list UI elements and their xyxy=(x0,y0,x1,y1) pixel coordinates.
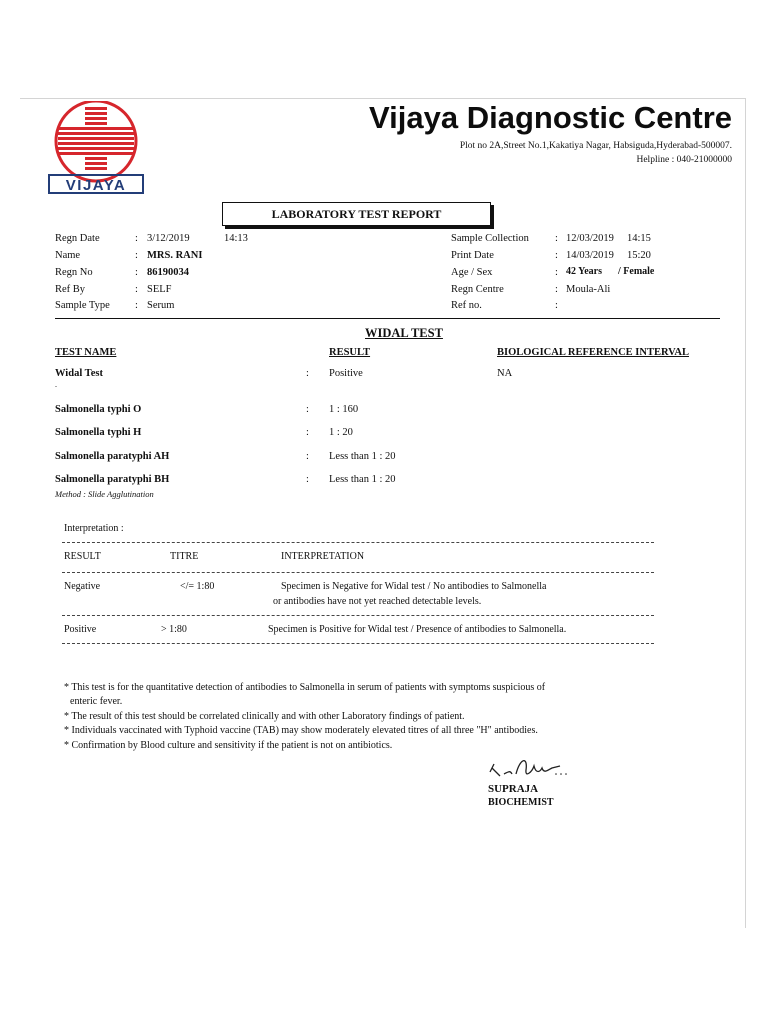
separator-colon: : xyxy=(135,250,138,261)
test-result: Less than 1 : 20 xyxy=(329,474,396,485)
ref-no-label: Ref no. xyxy=(451,300,482,311)
ref-by-value: SELF xyxy=(147,284,172,295)
test-result: 1 : 160 xyxy=(329,404,359,415)
separator-colon: : xyxy=(306,474,309,485)
separator-colon: : xyxy=(135,233,138,244)
print-date-label: Print Date xyxy=(451,250,494,261)
signatory-name: SUPRAJA xyxy=(488,783,539,795)
interp-head-result: RESULT xyxy=(64,551,101,562)
sample-collection-time: 14:15 xyxy=(627,233,651,244)
interpretation-label: Interpretation : xyxy=(64,523,124,534)
dashed-divider xyxy=(62,643,654,644)
lab-address: Plot no 2A,Street No.1,Kakatiya Nagar, Habsiguda,Hyderabad-500007. xyxy=(459,141,732,151)
stray-dot: . xyxy=(55,380,57,389)
print-time-value: 15:20 xyxy=(627,250,651,261)
signatory-role: BIOCHEMIST xyxy=(488,797,554,808)
test-name: Widal Test xyxy=(55,368,103,379)
sample-collection-date: 12/03/2019 xyxy=(566,233,614,244)
signature-image xyxy=(486,750,572,782)
dashed-divider xyxy=(62,615,654,616)
test-name: Salmonella typhi O xyxy=(55,404,142,415)
separator-colon: : xyxy=(555,250,558,261)
dashed-divider xyxy=(62,572,654,573)
separator-colon: : xyxy=(135,267,138,278)
print-date-value: 14/03/2019 xyxy=(566,250,614,261)
column-test-name: TEST NAME xyxy=(55,347,117,358)
test-name: Salmonella paratyphi BH xyxy=(55,474,170,485)
patient-name-value: MRS. RANI xyxy=(147,250,203,261)
lab-helpline: Helpline : 040-21000000 xyxy=(636,155,732,165)
section-title: WIDAL TEST xyxy=(365,326,443,340)
separator-colon: : xyxy=(555,233,558,244)
test-name: Salmonella paratyphi AH xyxy=(55,451,170,462)
regn-centre-value: Moula-Ali xyxy=(566,284,611,295)
logo-text: VIJAYA xyxy=(48,174,144,194)
separator-colon: : xyxy=(135,284,138,295)
separator-colon: : xyxy=(306,368,309,379)
sex-value: / Female xyxy=(618,266,655,277)
column-reference-interval: BIOLOGICAL REFERENCE INTERVAL xyxy=(497,347,689,358)
positive-result: Positive xyxy=(64,624,97,635)
positive-interpretation: Specimen is Positive for Widal test / Presence of antibodies to Salmonella. xyxy=(268,624,567,635)
separator-colon: : xyxy=(555,267,558,278)
sample-type-value: Serum xyxy=(147,300,175,311)
regn-time-value: 14:13 xyxy=(224,233,248,244)
test-result: Positive xyxy=(329,368,363,379)
negative-result: Negative xyxy=(64,581,101,592)
sample-type-label: Sample Type xyxy=(55,300,110,311)
footnote: * This test is for the quantitative detection of antibodies to Salmonella in serum of patients with symptoms suspicious of xyxy=(64,682,546,693)
negative-interpretation: Specimen is Negative for Widal test / No antibodies to Salmonella xyxy=(281,581,547,592)
separator-colon: : xyxy=(555,284,558,295)
footnote: * Confirmation by Blood culture and sensitivity if the patient is not on antibiotics. xyxy=(64,740,393,751)
test-reference: NA xyxy=(497,368,513,379)
separator-colon: : xyxy=(555,300,558,311)
age-value: 42 Years xyxy=(566,266,603,277)
footnote: * The result of this test should be correlated clinically and with other Laboratory findings of patient. xyxy=(64,711,465,722)
positive-titre: > 1:80 xyxy=(161,624,187,635)
test-result: Less than 1 : 20 xyxy=(329,451,396,462)
separator-colon: : xyxy=(306,404,309,415)
report-title-box: LABORATORY TEST REPORT xyxy=(222,202,491,226)
name-label: Name xyxy=(55,250,81,261)
regn-centre-label: Regn Centre xyxy=(451,284,504,295)
separator-colon: : xyxy=(306,451,309,462)
details-divider xyxy=(55,318,720,319)
regn-date-label: Regn Date xyxy=(55,233,100,244)
regn-date-value: 3/12/2019 xyxy=(147,233,190,244)
lab-title: Vijaya Diagnostic Centre xyxy=(369,100,732,135)
page-border-top xyxy=(20,98,746,99)
test-name: Salmonella typhi H xyxy=(55,427,142,438)
test-result: 1 : 20 xyxy=(329,427,353,438)
footnote: enteric fever. xyxy=(70,696,123,707)
negative-interpretation-cont: or antibodies have not yet reached detectable levels. xyxy=(273,596,482,607)
vijaya-logo xyxy=(36,101,156,205)
footnote: * Individuals vaccinated with Typhoid vaccine (TAB) may show moderately elevated titres of all three "H" antibodies. xyxy=(64,725,538,736)
sample-collection-label: Sample Collection xyxy=(451,233,529,244)
age-sex-label: Age / Sex xyxy=(451,267,493,278)
separator-colon: : xyxy=(306,427,309,438)
method-note: Method : Slide Agglutination xyxy=(55,489,154,499)
ref-by-label: Ref By xyxy=(55,284,86,295)
regn-no-label: Regn No xyxy=(55,267,93,278)
dashed-divider xyxy=(62,542,654,543)
negative-titre: </= 1:80 xyxy=(180,581,215,592)
regn-no-value: 86190034 xyxy=(147,267,189,278)
interp-head-interpretation: INTERPRETATION xyxy=(281,551,365,562)
page-border-right xyxy=(745,98,746,928)
separator-colon: : xyxy=(135,300,138,311)
column-result: RESULT xyxy=(329,347,371,358)
interp-head-titre: TITRE xyxy=(170,551,199,562)
